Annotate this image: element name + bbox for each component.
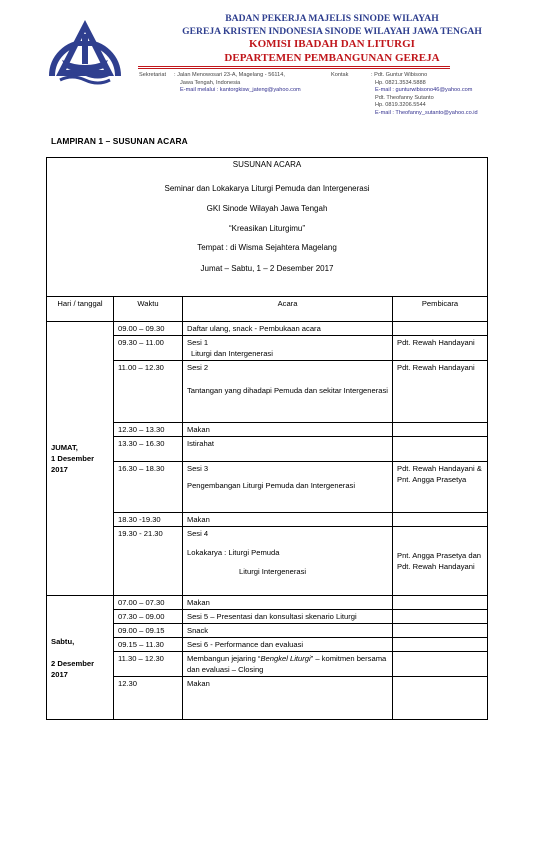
time-cell: 16.30 – 18.30 — [114, 462, 183, 513]
col-header-speaker: Pembicara — [393, 297, 488, 322]
session-topic: Liturgi dan Intergenerasi — [191, 349, 273, 358]
schedule-heading: SUSUNAN ACARA — [232, 160, 302, 169]
kontak-line: Pdt. Theofanny Sutanto — [375, 94, 434, 101]
activity-emphasis: Bengkel Liturgi — [260, 654, 311, 663]
session-topic: Lokakarya : Liturgi Pemuda — [187, 548, 280, 557]
table-row — [47, 624, 488, 638]
org-line-3: KOMISI IBADAH DAN LITURGI — [249, 38, 415, 50]
activity-cell: Makan — [183, 596, 393, 610]
col-header-activity: Acara — [183, 297, 393, 322]
speaker-cell — [393, 652, 488, 677]
session-topic: Liturgi Intergenerasi — [239, 567, 307, 576]
activity-cell: Makan — [183, 677, 393, 720]
activity-cell: Snack — [183, 624, 393, 638]
table-row — [47, 437, 488, 462]
time-cell: 18.30 -19.30 — [114, 513, 183, 527]
time-cell: 09.00 – 09.30 — [114, 322, 183, 336]
time-cell: 09.15 – 11.30 — [114, 638, 183, 652]
table-row — [47, 462, 488, 513]
speaker-cell: Pdt. Rewah Handayani — [393, 336, 488, 361]
activity-cell: Daftar ulang, snack - Pembukaan acara — [183, 322, 393, 336]
event-date: Jumat – Sabtu, 1 – 2 Desember 2017 — [200, 263, 334, 273]
sekretariat-address-1: : Jalan Menowosari 23-A, Magelang - 56114, — [174, 72, 285, 78]
speaker-cell — [393, 596, 488, 610]
event-host: GKI Sinode Wilayah Jawa Tengah — [206, 204, 328, 213]
kontak-label: Kontak — [331, 72, 349, 78]
activity-text: Membangun jejaring “ — [187, 654, 261, 663]
header-rule-bottom — [138, 68, 450, 69]
speaker-cell — [393, 423, 488, 437]
event-place: Tempat : di Wisma Sejahtera Magelang — [197, 243, 337, 252]
org-line-2: GEREJA KRISTEN INDONESIA SINODE WILAYAH JAWA TENGAH — [182, 26, 482, 37]
table-row — [47, 652, 488, 677]
time-cell: 19.30 - 21.30 — [114, 527, 183, 596]
speaker-cell — [393, 610, 488, 624]
speaker-cell — [393, 638, 488, 652]
table-row — [47, 677, 488, 720]
session-label: Sesi 3 — [187, 464, 209, 473]
event-name: Seminar dan Lokakarya Liturgi Pemuda dan Intergenerasi — [164, 183, 370, 193]
day-cell-2 — [47, 596, 114, 720]
kontak-line: E-mail : Theofanny_sutanto@yahoo.co.id — [375, 109, 478, 116]
speaker-cell — [393, 513, 488, 527]
org-line-4: DEPARTEMEN PEMBANGUNAN GEREJA — [224, 52, 440, 64]
lampiran-title: LAMPIRAN 1 – SUSUNAN ACARA — [51, 136, 188, 146]
kontak-line: : Pdt. Guntur Wibisono — [371, 72, 428, 78]
session-label: Sesi 4 — [187, 529, 209, 538]
activity-cell — [183, 462, 393, 513]
table-row — [47, 610, 488, 624]
speaker-cell: Pdt. Rewah Handayani — [393, 361, 488, 423]
speaker-cell — [393, 437, 488, 462]
schedule-table — [46, 157, 488, 720]
session-label: Sesi 2 — [187, 363, 209, 372]
speaker-cell: Pdt. Rewah Handayani & Pnt. Angga Prasetya — [393, 462, 488, 513]
activity-cell: Sesi 6 - Performance dan evaluasi — [183, 638, 393, 652]
activity-cell: Makan — [183, 423, 393, 437]
header-rule-top — [138, 66, 450, 67]
event-theme: “Kreasikan Liturgimu” — [228, 223, 306, 233]
kontak-line: E-mail : gunturwibisono46@yahoo.com — [375, 87, 473, 93]
activity-cell: Makan — [183, 513, 393, 527]
org-line-1: BADAN PEKERJA MAJELIS SINODE WILAYAH — [225, 13, 439, 24]
sekretariat-address-2: Jawa Tengah, Indonesia — [180, 79, 241, 86]
time-cell: 12.30 — [114, 677, 183, 720]
day-date: 1 Desember 2017 — [51, 454, 95, 474]
time-cell: 11.30 – 12.30 — [114, 652, 183, 677]
day-cell-1 — [47, 322, 114, 596]
table-row — [47, 638, 488, 652]
time-cell: 09.00 – 09.15 — [114, 624, 183, 638]
speaker-cell: Pnt. Angga Prasetya dan Pdt. Rewah Handayani — [393, 527, 488, 596]
time-cell: 07.30 – 09.00 — [114, 610, 183, 624]
session-label: Sesi 1 — [187, 338, 209, 347]
speaker-cell — [393, 322, 488, 336]
table-row — [47, 513, 488, 527]
speaker-cell — [393, 624, 488, 638]
activity-cell: Sesi 5 – Presentasi dan konsultasi skenario Liturgi — [183, 610, 393, 624]
session-topic: Pengembangan Liturgi Pemuda dan Intergenerasi — [187, 481, 356, 490]
activity-cell — [183, 527, 393, 596]
day-name: JUMAT, — [51, 443, 78, 452]
table-row — [47, 322, 488, 336]
col-header-day: Hari / tanggal — [47, 297, 114, 322]
col-header-time: Waktu — [114, 297, 183, 322]
activity-cell: Istirahat — [183, 437, 393, 462]
activity-cell — [183, 652, 393, 677]
sekretariat-label: Sekretariat — [139, 72, 167, 78]
activity-cell — [183, 336, 393, 361]
time-cell: 09.30 – 11.00 — [114, 336, 183, 361]
table-row — [47, 336, 488, 361]
time-cell: 12.30 – 13.30 — [114, 423, 183, 437]
session-topic: Tantangan yang dihadapi Pemuda dan sekitar Intergenerasi — [187, 386, 388, 395]
activity-text: ” – komitmen bersama dan evaluasi – Closing — [187, 654, 387, 674]
table-row — [47, 596, 488, 610]
speaker-cell — [393, 677, 488, 720]
schedule-title-block — [47, 158, 488, 297]
kontak-line: Hp. 0821.3534.5888 — [375, 79, 426, 86]
kontak-line: Hp. 0819.3206.5544 — [375, 102, 426, 108]
day-date: 2 Desember 2017 — [51, 658, 95, 679]
time-cell: 11.00 – 12.30 — [114, 361, 183, 423]
table-row — [47, 527, 488, 596]
time-cell: 07.00 – 07.30 — [114, 596, 183, 610]
sekretariat-email: E-mail melalui : kantorgkisw_jateng@yahoo.com — [180, 87, 301, 93]
table-row — [47, 423, 488, 437]
day-name: Sabtu, — [51, 636, 75, 646]
table-row — [47, 361, 488, 423]
activity-cell — [183, 361, 393, 423]
time-cell: 13.30 – 16.30 — [114, 437, 183, 462]
church-logo-icon — [44, 14, 126, 88]
